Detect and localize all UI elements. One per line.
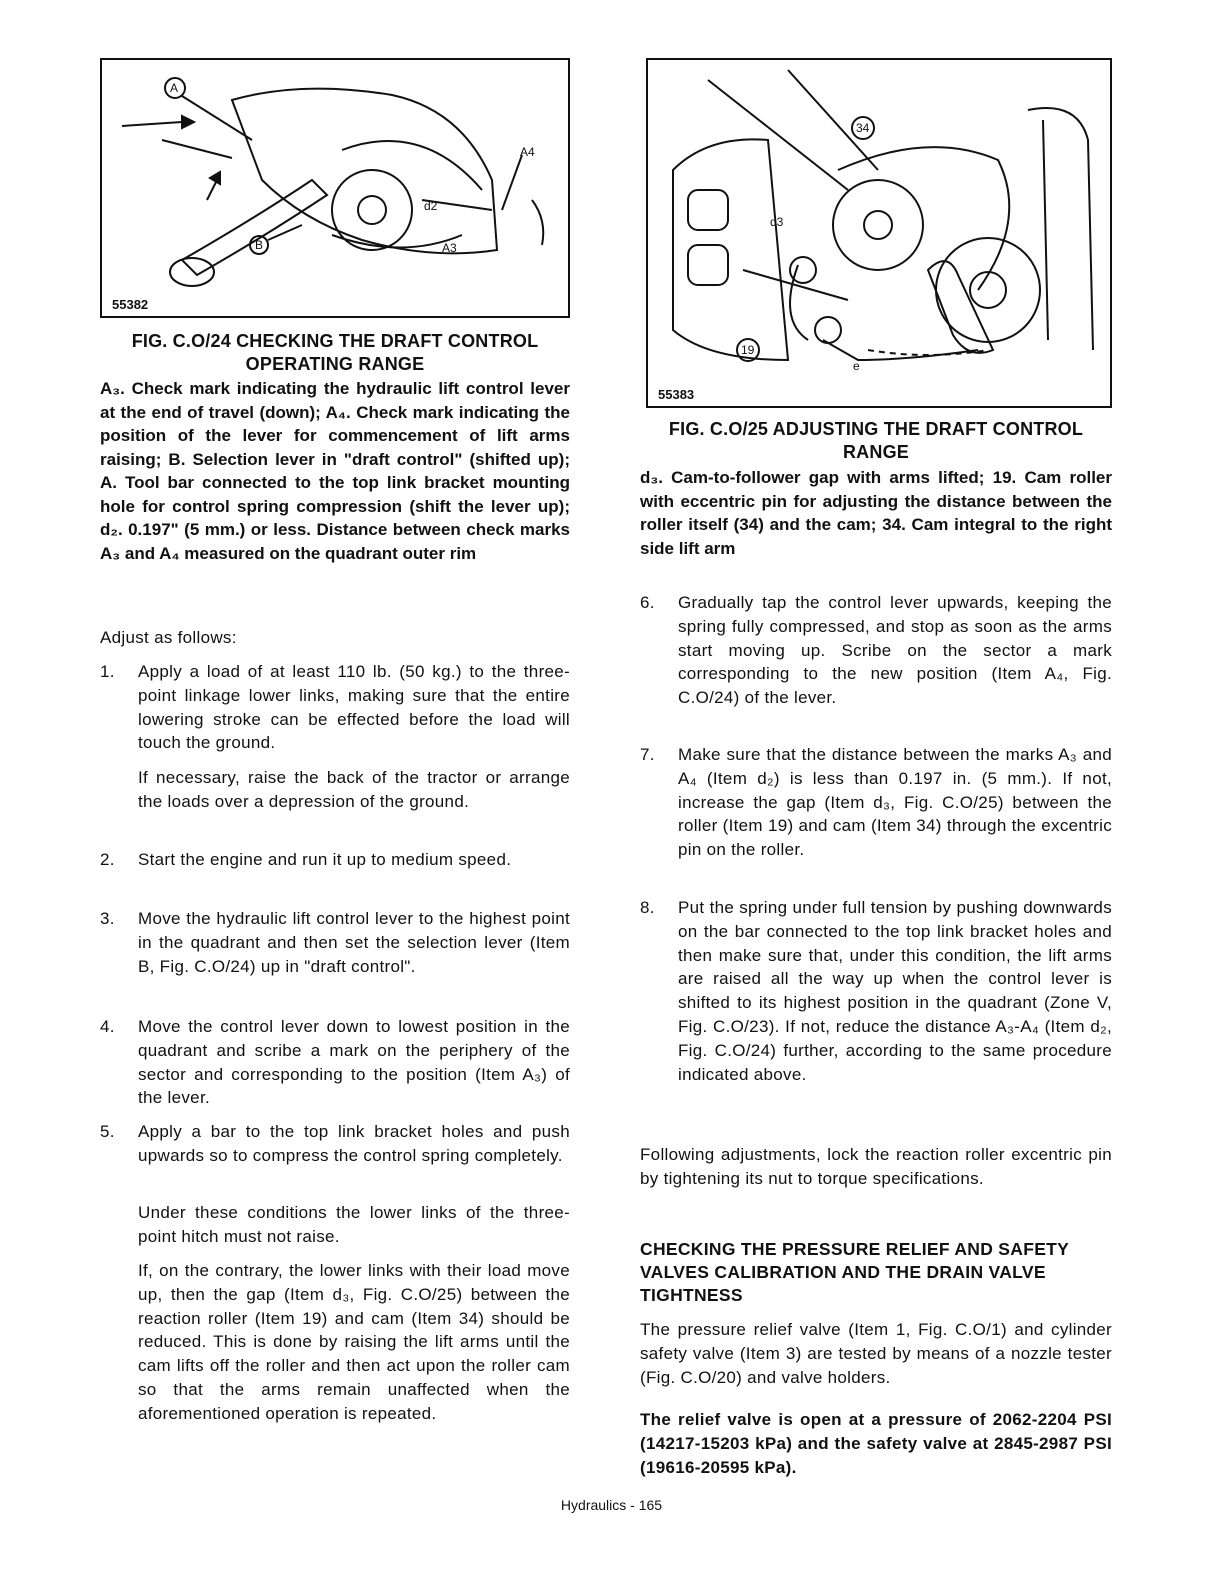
following-text: Following adjustments, lock the reaction roller excentric pin by tightening its nut to torque specifications. xyxy=(640,1145,1112,1188)
figure-label-a: A xyxy=(170,81,179,95)
step-text: Start the engine and run it up to medium speed. xyxy=(138,850,512,869)
figure-label-d2: d2 xyxy=(424,199,438,213)
step-text: Put the spring under full tension by pushing downwards on the bar connected to the top link bracket holes and then make sure that, under this condition, the lift arms are raised all the way up when the control lever is shifted to its highest position in the quadrant (Zone V, Fig. C.O/23). If not, reduce the distance A₃-A₄ (Item d₂, Fig. C.O/24) further, according to the same procedure indicated above. xyxy=(678,898,1112,1084)
figure-label-34: 34 xyxy=(856,121,870,135)
figure-label-a3: A3 xyxy=(442,241,457,255)
section-heading: CHECKING THE PRESSURE RELIEF AND SAFETY VALVES CALIBRATION AND THE DRAIN VALVE TIGHTNESS xyxy=(640,1239,1069,1305)
step-number: 4. xyxy=(100,1017,115,1036)
step-5-note-b: If, on the contrary, the lower links with their load move up, then the gap (Item d₃, Fig. C.O/25) between the reaction roller (Item 19) and cam (Item 34) should be reduced. This is done by raising the lift arms until the cam lifts off the roller and then act upon the roller cam so that the arms remain unaffected when the aforementioned operation is repeated. xyxy=(138,1261,570,1423)
step-5-note-a: Under these conditions the lower links of the three-point hitch must not raise. xyxy=(138,1203,570,1246)
intro-text: Adjust as follows: xyxy=(100,628,237,647)
figure-title: FIG. C.O/25 ADJUSTING THE DRAFT CONTROL RANGE xyxy=(668,419,1084,462)
step-number: 6. xyxy=(640,593,655,612)
step-text: Move the control lever down to lowest position in the quadrant and scribe a mark on the periphery of the sector and corresponding to the position (Item A₃) of the lever. xyxy=(138,1017,570,1108)
figure-c025 xyxy=(646,58,1112,408)
relief-paragraph-2: The relief valve is open at a pressure of 2062-2204 PSI (14217-15203 kPa) and the safety valve at 2845-2987 PSI (19616-20595 kPa). xyxy=(640,1410,1112,1477)
figure-label-b: B xyxy=(255,238,264,252)
figure-number: 55382 xyxy=(112,297,149,312)
draft-control-illustration xyxy=(102,60,568,316)
figure-caption: A₃. Check mark indicating the hydraulic lift control lever at the end of travel (down); A₄. Check mark indicating the position of the lever for commencement of lift arms raising; B. Selection lever in "draft control" (shifted up); A. Tool bar connected to the top link bracket mounting hole for control spring compression (shift the lever up); d₂. 0.197" (5 mm.) or less. Distance between check marks A₃ and A₄ measured on the quadrant outer rim xyxy=(100,379,570,563)
step-text: Apply a load of at least 110 lb. (50 kg.) to the three-point linkage lower links, making sure that the entire lowering stroke can be effected before the load will touch the ground. xyxy=(138,662,570,753)
page-footer: Hydraulics - 165 xyxy=(560,1497,663,1513)
step-number: 3. xyxy=(100,909,115,928)
step-number: 7. xyxy=(640,745,655,764)
step-text: Make sure that the distance between the marks A₃ and A₄ (Item d₂) is less than 0.197 in. (5 mm.). If not, increase the gap (Item d₃, Fig. C.O/25) between the roller (Item 19) and cam (Item 34) through the excentric pin on the roller. xyxy=(678,745,1112,860)
figure-caption: d₃. Cam-to-follower gap with arms lifted; 19. Cam roller with eccentric pin for adjusting the distance between the roller itself (34) and the cam; 34. Cam integral to the right side lift arm xyxy=(640,468,1112,558)
step-text: Move the hydraulic lift control lever to the highest point in the quadrant and then set the selection lever (Item B, Fig. C.O/24) up in "draft control". xyxy=(138,909,570,976)
step-text: Gradually tap the control lever upwards, keeping the spring fully compressed, and stop as soon as the arms start moving up. Scribe on the sector a mark corresponding to the new position (Item A₄, Fig. C.O/24) of the lever. xyxy=(678,593,1112,708)
figure-c024 xyxy=(100,58,570,318)
figure-label-19: 19 xyxy=(741,343,755,357)
figure-number: 55383 xyxy=(658,387,695,402)
step-1-note: If necessary, raise the back of the tractor or arrange the loads over a depression of the ground. xyxy=(138,768,570,811)
figure-label-e: e xyxy=(853,359,860,373)
figure-title: FIG. C.O/24 CHECKING THE DRAFT CONTROL OPERATING RANGE xyxy=(131,331,539,374)
step-number: 5. xyxy=(100,1122,115,1141)
step-number: 1. xyxy=(100,662,115,681)
figure-label-d3: d3 xyxy=(770,215,784,229)
step-text: Apply a bar to the top link bracket holes and push upwards so to compress the control spring completely. xyxy=(138,1122,570,1165)
relief-paragraph-1: The pressure relief valve (Item 1, Fig. C.O/1) and cylinder safety valve (Item 3) are tested by means of a nozzle tester (Fig. C.O/20) and valve holders. xyxy=(640,1320,1112,1387)
step-number: 8. xyxy=(640,898,655,917)
cam-roller-illustration xyxy=(648,60,1110,406)
figure-label-a4: A4 xyxy=(520,145,535,159)
step-number: 2. xyxy=(100,850,115,869)
